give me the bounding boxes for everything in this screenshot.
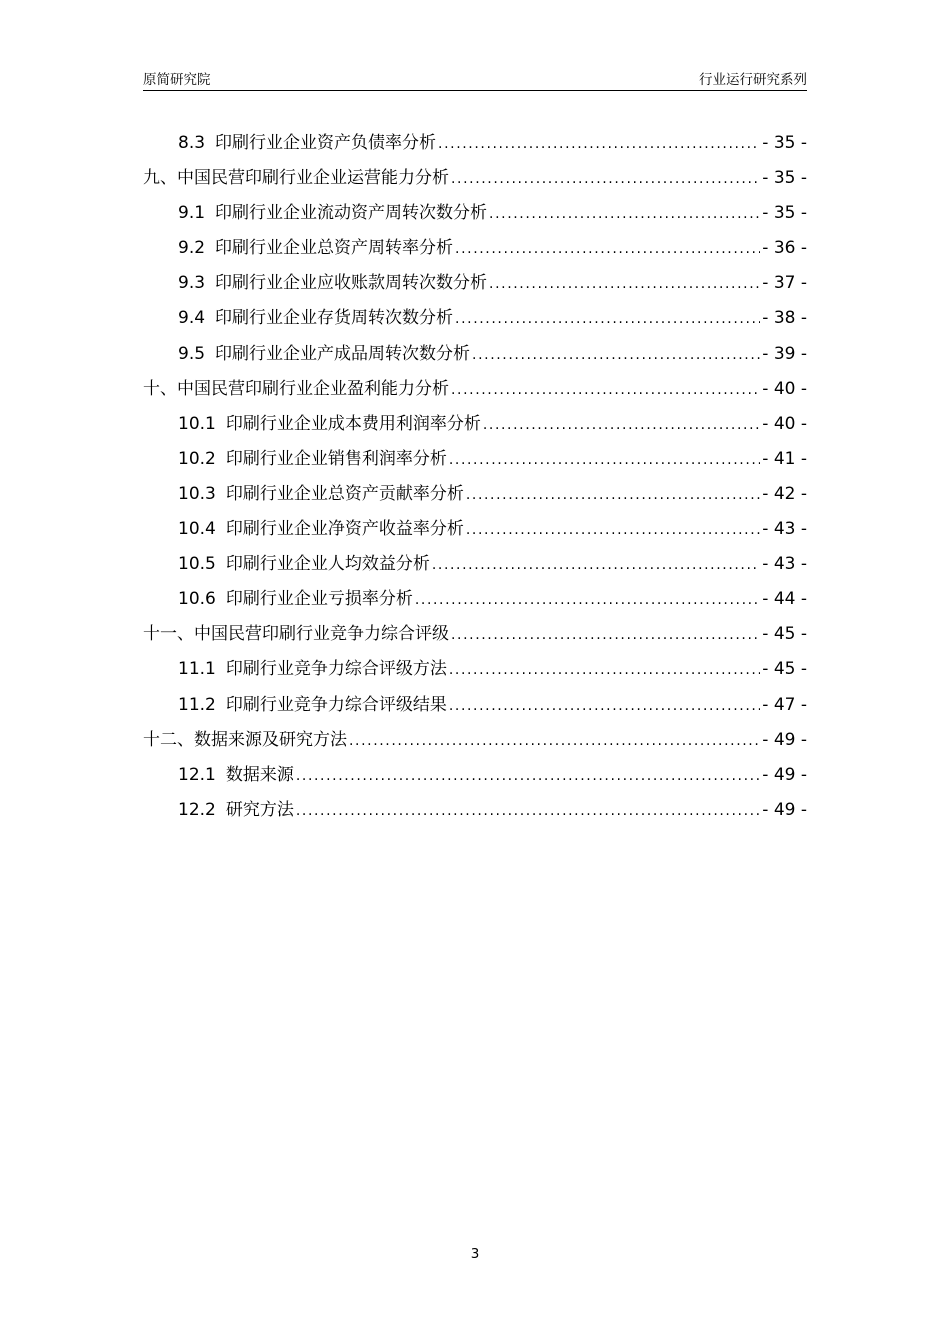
toc-entry-page: - 39 - xyxy=(762,343,807,364)
toc-entry-page: - 44 - xyxy=(762,589,807,610)
toc-entry-number: 12.2 xyxy=(178,799,216,820)
toc-entry[interactable] xyxy=(143,233,807,268)
toc-entry-number: 12.1 xyxy=(178,764,216,785)
toc-entry-page: - 35 - xyxy=(762,133,807,153)
toc-entry-title: 印刷行业企业资产负债率分析 xyxy=(215,133,437,153)
toc-entry-title: 印刷行业企业亏损率分析 xyxy=(225,589,413,610)
toc-dot-leader xyxy=(296,768,760,784)
toc-entry-number: 11.1 xyxy=(178,659,216,680)
toc-entry-number: 9.1 xyxy=(178,203,206,224)
toc-entry[interactable] xyxy=(143,268,807,303)
header-series-name: 行业运行研究系列 xyxy=(699,72,807,88)
toc-entry-page: - 38 - xyxy=(762,308,807,329)
toc-entry-page: - 45 - xyxy=(762,624,807,645)
toc-entry-title: 数据来源 xyxy=(225,764,294,785)
toc-entry-title: 研究方法 xyxy=(225,799,294,820)
toc-entry-title: 十、中国民营印刷行业企业盈利能力分析 xyxy=(143,378,449,399)
toc-entry-page: - 49 - xyxy=(762,799,807,820)
toc-entry-page: - 42 - xyxy=(762,483,807,504)
toc-entry[interactable] xyxy=(143,584,807,619)
toc-entry[interactable] xyxy=(143,409,807,444)
toc-entry-title: 印刷行业企业产成品周转次数分析 xyxy=(215,343,471,364)
toc-entry-title: 十一、中国民营印刷行业竞争力综合评级 xyxy=(143,624,449,645)
toc-entry-title: 印刷行业企业流动资产周转次数分析 xyxy=(215,203,488,224)
toc-entry-page: - 49 - xyxy=(762,729,807,750)
toc-entry[interactable] xyxy=(143,339,807,374)
toc-entry[interactable] xyxy=(143,374,807,409)
toc-entry-number: 10.2 xyxy=(178,448,216,469)
toc-entry-title: 九、中国民营印刷行业企业运营能力分析 xyxy=(143,168,449,189)
toc-dot-leader xyxy=(451,171,760,187)
toc-entry[interactable] xyxy=(143,479,807,514)
toc-entry-number: 10.1 xyxy=(178,413,216,434)
toc-dot-leader xyxy=(449,662,760,678)
toc-entry-title: 印刷行业企业总资产周转率分析 xyxy=(215,238,454,259)
toc-entry-page: - 45 - xyxy=(762,659,807,680)
toc-entry[interactable] xyxy=(143,163,807,198)
toc-dot-leader xyxy=(451,382,760,398)
toc-entry-title: 印刷行业企业人均效益分析 xyxy=(225,554,430,575)
toc-entry-title: 印刷行业企业应收账款周转次数分析 xyxy=(215,273,488,294)
toc-dot-leader xyxy=(451,627,760,643)
toc-dot-leader xyxy=(472,347,760,363)
toc-entry[interactable] xyxy=(143,444,807,479)
table-of-contents xyxy=(143,128,807,830)
toc-dot-leader xyxy=(415,592,760,608)
toc-entry-number: 8.3 xyxy=(178,133,206,153)
toc-entry[interactable] xyxy=(143,198,807,233)
toc-entry-number: 11.2 xyxy=(178,694,216,715)
toc-dot-leader xyxy=(455,311,760,327)
toc-entry-title: 印刷行业竞争力综合评级结果 xyxy=(225,694,447,715)
page-header xyxy=(143,68,807,91)
toc-dot-leader xyxy=(466,487,760,503)
toc-entry-number: 9.4 xyxy=(178,308,206,329)
toc-entry-title: 十二、数据来源及研究方法 xyxy=(143,729,347,750)
toc-entry-number: 10.6 xyxy=(178,589,216,610)
toc-dot-leader xyxy=(449,698,760,714)
toc-entry-page: - 37 - xyxy=(762,273,807,294)
toc-entry-page: - 47 - xyxy=(762,694,807,715)
toc-entry-number: 10.3 xyxy=(178,483,216,504)
page-number: 3 xyxy=(470,1246,480,1262)
toc-entry-number: 9.5 xyxy=(178,343,206,364)
toc-dot-leader xyxy=(489,206,760,222)
toc-dot-leader xyxy=(349,733,760,749)
toc-dot-leader xyxy=(438,136,760,152)
toc-entry-title: 印刷行业竞争力综合评级方法 xyxy=(225,659,447,680)
toc-entry-page: - 43 - xyxy=(762,554,807,575)
toc-entry[interactable] xyxy=(143,514,807,549)
toc-entry[interactable] xyxy=(143,725,807,760)
toc-entry-page: - 43 - xyxy=(762,519,807,540)
toc-entry-title: 印刷行业企业销售利润率分析 xyxy=(225,448,447,469)
toc-entry[interactable] xyxy=(143,128,807,163)
toc-dot-leader xyxy=(483,417,760,433)
toc-entry-title: 印刷行业企业净资产收益率分析 xyxy=(225,519,464,540)
toc-entry-title: 印刷行业企业成本费用利润率分析 xyxy=(225,413,481,434)
toc-entry[interactable] xyxy=(143,654,807,689)
toc-entry[interactable] xyxy=(143,760,807,795)
toc-entry-number: 10.5 xyxy=(178,554,216,575)
toc-entry-page: - 35 - xyxy=(762,168,807,189)
toc-entry[interactable] xyxy=(143,619,807,654)
toc-entry-page: - 40 - xyxy=(762,378,807,399)
toc-dot-leader xyxy=(432,557,760,573)
toc-entry-number: 9.3 xyxy=(178,273,206,294)
toc-entry-title: 印刷行业企业存货周转次数分析 xyxy=(215,308,454,329)
toc-entry-number: 10.4 xyxy=(178,519,216,540)
toc-dot-leader xyxy=(489,276,760,292)
toc-entry-page: - 49 - xyxy=(762,764,807,785)
toc-dot-leader xyxy=(466,522,760,538)
toc-entry-title: 印刷行业企业总资产贡献率分析 xyxy=(225,483,464,504)
toc-entry[interactable] xyxy=(143,303,807,338)
toc-entry-page: - 40 - xyxy=(762,413,807,434)
toc-entry[interactable] xyxy=(143,549,807,584)
toc-entry[interactable] xyxy=(143,690,807,725)
toc-dot-leader xyxy=(296,803,760,819)
toc-dot-leader xyxy=(449,452,760,468)
toc-entry-page: - 35 - xyxy=(762,203,807,224)
header-org-name: 原简研究院 xyxy=(143,72,211,88)
toc-entry-page: - 36 - xyxy=(762,238,807,259)
toc-entry[interactable] xyxy=(143,795,807,830)
toc-dot-leader xyxy=(455,241,760,257)
toc-entry-page: - 41 - xyxy=(762,448,807,469)
toc-entry-number: 9.2 xyxy=(178,238,206,259)
